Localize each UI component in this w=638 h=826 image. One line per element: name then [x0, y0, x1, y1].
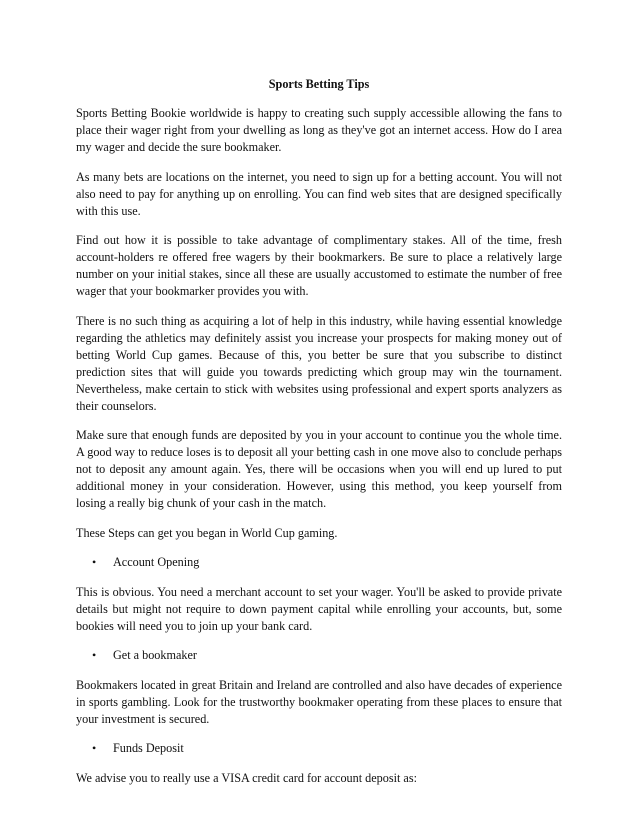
paragraph-account-opening: This is obvious. You need a merchant account to set your wager. You'll be asked to provide private details but might not require to down payment capital while enrolling your accounts, but, some bookies will need you to join up your bank card.: [76, 584, 562, 633]
paragraph-intro: Sports Betting Bookie worldwide is happy to creating such supply accessible allowing the fans to place their wager right from your dwelling as long as they've got an internet access. How do I area my wager and decide the sure bookmaker.: [76, 106, 562, 154]
bullet-icon: •: [92, 555, 97, 569]
bullet-icon: •: [92, 741, 97, 755]
list-item-label: Get a bookmaker: [113, 648, 197, 662]
paragraph-steps-intro: These Steps can get you began in World Cup gaming.: [76, 525, 338, 540]
paragraph-sign-up: As many bets are locations on the internet, you need to sign up for a betting account. You will not also need to pay for anything up on enrolling. You can find web sites that are designed specifically with this use.: [76, 169, 562, 218]
paragraph-bookmaker: Bookmakers located in great Britain and Ireland are controlled and also have decades of experience in sports gambling. Look for the trustworthy bookmaker operating from these places to ensure that your investment is secured.: [76, 677, 562, 726]
paragraph-funds: Make sure that enough funds are deposited by you in your account to continue you the whole time. A good way to reduce loses is to deposit all your betting cash in one move also to conclude perhaps not to deposit any amount again. Yes, there will be occasions when you will end up lured to put additional money in your consideration. However, using this method, you keep yourself from losing a really big chunk of your cash in the match.: [76, 428, 562, 510]
paragraph-funds-deposit: We advise you to really use a VISA credit card for account deposit as:: [76, 770, 417, 785]
list-item: [76, 740, 562, 757]
paragraph-free-stakes: Find out how it is possible to take advantage of complimentary stakes. All of the time, fresh account-holders re offered free wagers by their bookmarkers. Be sure to place a relatively large number on your initial stakes, since all these are usually accustomed to estimate the number of free wager that your bookmarker provides you with.: [76, 233, 562, 298]
paragraph-prediction-sites: There is no such thing as acquiring a lot of help in this industry, while having essential knowledge regarding the athletics may definitely assist you increase your prospects for making money out of betting World Cup games. Because of this, you better be sure that you subscribe to distinct prediction sites that will guide you towards predicting which group may win the tournament. Nevertheless, make certain to stick with websites using professional and expert sports analyzers as their counselors.: [76, 313, 562, 413]
list-item-label: Account Opening: [113, 555, 200, 569]
list-item-label: Funds Deposit: [113, 741, 184, 755]
list-item: [76, 647, 562, 664]
list-item: [76, 554, 562, 571]
page-title: Sports Betting Tips: [268, 77, 370, 91]
bullet-icon: •: [92, 648, 97, 662]
